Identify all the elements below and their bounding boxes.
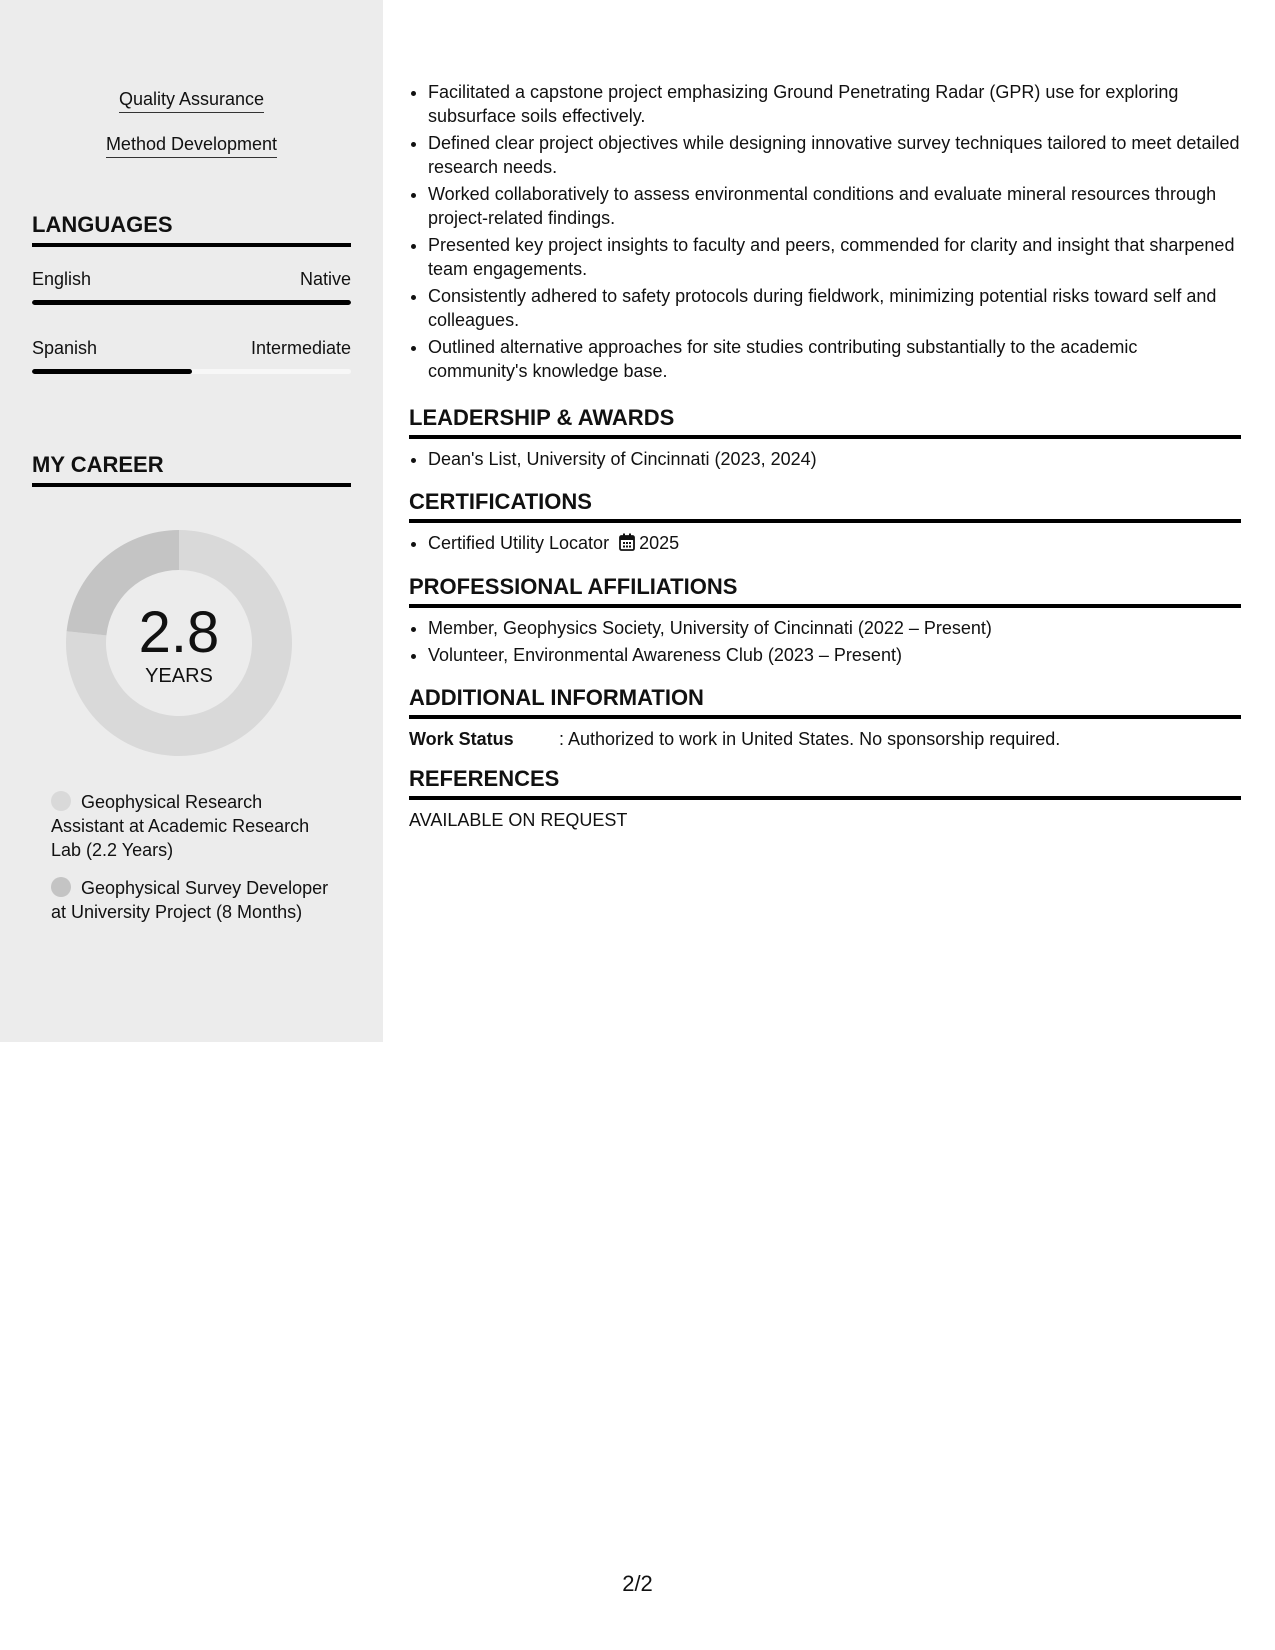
career-heading: MY CAREER [32,451,351,487]
certifications-section [409,488,1241,560]
list-item [428,531,1241,557]
work-status-row [409,727,1241,751]
list-item: • Member, Geophysics Society, University of Cincinnati (2022 – Present) [428,616,1241,640]
language-level: Intermediate [250,338,351,358]
languages-heading: LANGUAGES [32,211,351,247]
leadership-list [409,447,1241,471]
leadership-section [409,404,1241,474]
career-legend-item [51,876,331,924]
list-item: • Volunteer, Environmental Awareness Club (2023 – Present) [428,643,1241,667]
affiliations-list [409,616,1241,667]
career-total [66,600,292,688]
certification-year: 2025 [639,533,680,553]
language-bar-english [32,300,351,305]
language-level: Native [299,269,351,289]
skill-item: Quality Assurance [0,88,383,113]
language-name: Spanish [32,338,98,358]
references-section [409,765,1241,832]
legend-dot [51,791,71,811]
list-item: • Worked collaboratively to assess environmental conditions and evaluate mineral resources through project-related findings. [428,182,1241,230]
list-item: • Consistently adhered to safety protocols during fieldwork, minimizing potential risks toward self and colleagues. [428,284,1241,332]
project-bullet-list [409,80,1241,383]
career-legend-text: Geophysical Survey Developer at University Project (8 Months) [51,878,329,922]
list-item: • Facilitated a capstone project emphasizing Ground Penetrating Radar (GPR) use for exploring subsurface soils effectively. [428,80,1241,128]
legend-dot [51,877,71,897]
work-status-value: : Authorized to work in United States. No sponsorship required. [559,729,1061,749]
list-item: • Presented key project insights to faculty and peers, commended for clarity and insight that sharpened team engagements. [428,233,1241,281]
career-total-value: 2.8 [138,600,220,665]
skill-item: Method Development [0,133,383,158]
project-details [409,80,1241,386]
language-row-spanish [32,337,351,359]
certifications-list [409,531,1241,557]
affiliations-heading: PROFESSIONAL AFFILIATIONS [409,573,1241,608]
career-legend-text: Geophysical Research Assistant at Academic Research Lab (2.2 Years) [51,792,310,860]
references-heading: REFERENCES [409,765,1241,800]
career-legend-item [51,790,331,862]
page-number: 2/2 [622,1571,653,1596]
list-item: • Dean's List, University of Cincinnati (2023, 2024) [428,447,1241,471]
list-item: • Outlined alternative approaches for site studies contributing substantially to the academic community's knowledge base. [428,335,1241,383]
sidebar [0,0,383,1042]
language-row-english [32,268,351,290]
language-name: English [32,269,92,289]
language-bar-spanish [32,369,351,374]
language-bar-fill [32,300,351,305]
references-text: AVAILABLE ON REQUEST [409,810,628,830]
affiliations-section [409,573,1241,670]
list-item: • Defined clear project objectives while designing innovative survey techniques tailored to meet detailed research needs. [428,131,1241,179]
calendar-icon [619,533,635,557]
certifications-heading: CERTIFICATIONS [409,488,1241,523]
work-status-label: Work Status [409,729,514,749]
language-bar-fill [32,369,192,374]
career-total-unit: YEARS [145,665,213,687]
career-donut-chart [66,530,292,756]
leadership-heading: LEADERSHIP & AWARDS [409,404,1241,439]
certification-name: Certified Utility Locator [428,533,610,553]
additional-info-heading: ADDITIONAL INFORMATION [409,684,1241,719]
additional-info-section [409,684,1241,751]
